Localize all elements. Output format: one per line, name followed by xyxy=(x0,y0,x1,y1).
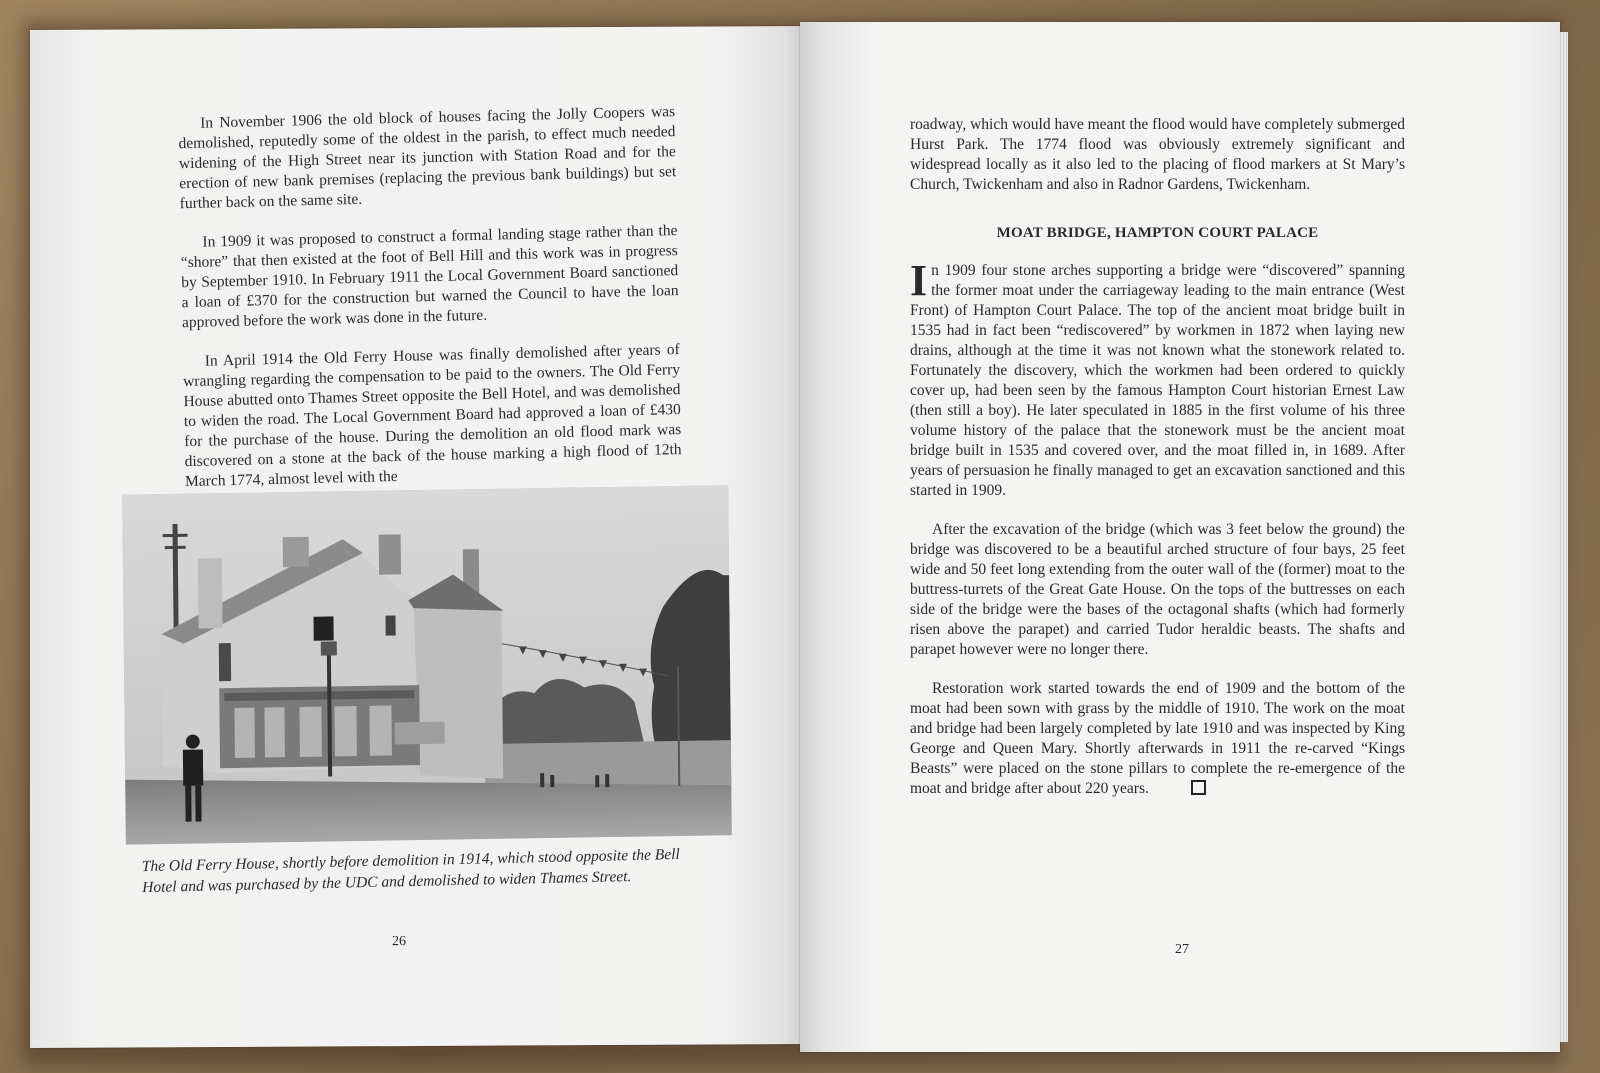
page-number-right: 27 xyxy=(1175,942,1189,957)
page-number-left: 26 xyxy=(392,934,406,950)
first-paragraph-text: n 1909 four stone arches supporting a bridge were “discovered” spanning the former moat under the carriageway leading to the main entrance (West Front) of Hampton Court Palace. The top of the ancient moat bridge built in 1535 had in fact been “rediscovered” by workmen in 1872 when laying new drains, although at the time it was not known what the stonework related to. Fortunately the discovery, which the workmen had been ordered to quickly cover up, had been seen by the famous Hampton Court historian Ernest Law (then still a boy). He later speculated in 1885 in the first volume of his three volume history of the palace that the stonework must be the ancient moat bridge built in 1535 and covered over, and the moat filled in, in 1689. After years of persuasion he finally managed to get an excavation sanctioned and this started in 1909. xyxy=(910,262,1405,499)
left-paragraph-1: In November 1906 the old block of houses facing the Jolly Coopers was demolished, reputedly some of the oldest in the parish, to effect much needed widening of the High Street near its junction with Station Road and for the erection of new bank premises (replacing the previous bank buildings) but set further back on the same site. xyxy=(178,103,677,213)
right-page xyxy=(800,22,1560,1052)
left-paragraph-3: In April 1914 the Old Ferry House was finally demolished after years of wrangling regarding the compensation to be paid to the owners. The Old Ferry House abutted onto Thames Street opposite the Bell Hotel, and was demolished to widen the road. The Local Government Board had approved a loan of £430 for the purchase of the house. During the demolition an old flood mark was discovered on a stone at the back of the house marking a high flood of 12th March 1774, almost level with the xyxy=(182,341,682,491)
square-end-mark-icon xyxy=(1191,780,1206,795)
continuation-paragraph: roadway, which would have meant the flood would have completely submerged Hurst Park. The 1774 flood was obviously extremely significant and widespread locally as it also led to the placing of flood markers at St Mary’s Church, Twickenham and also in Radnor Gardens, Twickenham. xyxy=(910,116,1406,193)
right-paragraph-3-text: Restoration work started towards the end of 1909 and the bottom of the moat had been sown with grass by the middle of 1910. The work on the moat and bridge had been largely completed by late 1910 and was inspected by King George and Queen Mary. Shortly afterwards in 1911 the re-carved “Kings Beasts” were placed on the stone pillars to complete the re-emergence of the moat and bridge after about 220 years. xyxy=(910,680,1405,797)
drop-cap-letter: I xyxy=(910,256,928,305)
photo-caption: The Old Ferry House, shortly before demolition in 1914, which stood opposite the Bell Hotel and was purchased by the UDC and demolished to widen Thames Street. xyxy=(141,845,680,897)
old-ferry-house-photo xyxy=(122,485,732,844)
section-heading: MOAT BRIDGE, HAMPTON COURT PALACE xyxy=(996,225,1319,241)
right-text-block xyxy=(910,115,1405,818)
page-edge xyxy=(1558,32,1568,1042)
left-text-block xyxy=(178,102,683,511)
left-paragraph-2: In 1909 it was proposed to construct a formal landing stage rather than the “shore” that then existed at the foot of Bell Hill and this work was in progress by September 1910. In February 1911 the Local Government Board sanctioned a loan of £370 for the construction but warned the Council to have the loan approved before the work was done in the future. xyxy=(180,222,679,332)
right-paragraph-2: After the excavation of the bridge (which was 3 feet below the ground) the bridge was discovered to be a beautiful arched structure of four bays, 25 feet wide and 50 feet long extending from the outer wall of the (former) moat to the buttress-turrets of the Great Gate House. On the tops of the buttresses on each side of the bridge were the bases of the octagonal shafts (which had formerly risen above the parapet) and carried Tudor heraldic beasts. The shafts and parapet however were no longer there. xyxy=(910,521,1405,658)
right-paragraph-3 xyxy=(910,679,1405,799)
left-page xyxy=(30,26,805,1048)
drop-cap-paragraph xyxy=(910,256,1405,501)
